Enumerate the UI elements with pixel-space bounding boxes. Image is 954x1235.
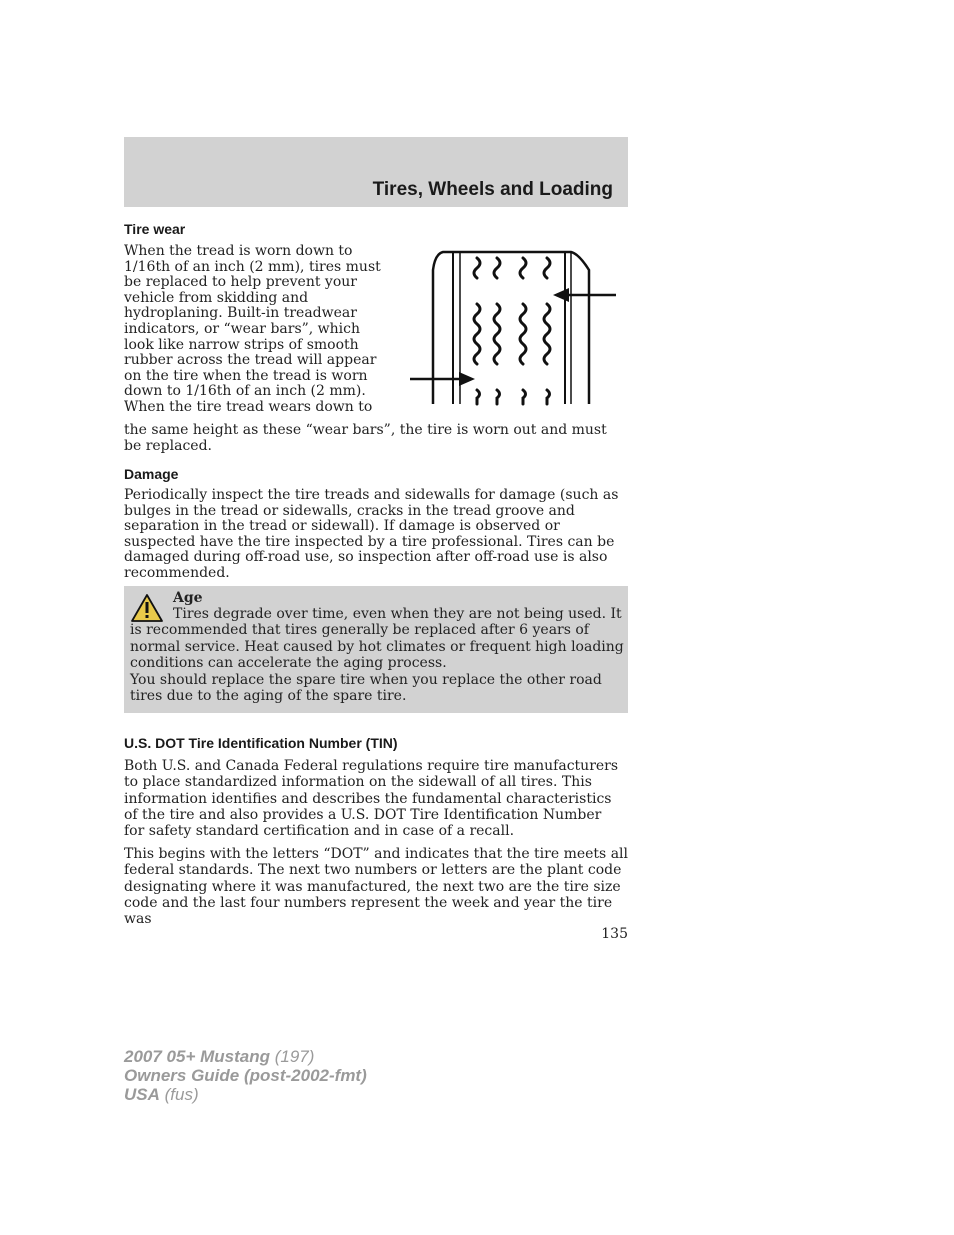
footer-guide: Owners Guide (post-2002-fmt) <box>124 1066 367 1085</box>
section-header-band <box>124 137 628 207</box>
footer-model-code: (197) <box>270 1047 315 1066</box>
tire-wear-text-continued: the same height as these “wear bars”, the tire is worn out and must be replaced. <box>124 422 607 454</box>
footer-model: 2007 05+ Mustang <box>124 1047 270 1066</box>
damage-text: Periodically inspect the tire treads and sidewalls for damage (such as bulges in the tread or sidewalls, cracks in the tread groove and separation in the tread or sidewall). If damage is observed or suspected have the tire inspected by a tire professional. Tires can be damaged during off-road use, so inspection after off-road use is also recommended. <box>124 487 619 581</box>
section-title: Tires, Wheels and Loading <box>372 179 613 200</box>
tire-wear-heading: Tire wear <box>124 221 186 237</box>
dot-tin-paragraph-2: This begins with the letters “DOT” and indicates that the tire meets all federal standards. The next two numbers or letters are the plant code designating where it was manufactured, the next two are the tire size code and the last four numbers represent the week and year the tire was <box>124 846 628 928</box>
footer-market: USA <box>124 1085 160 1104</box>
tire-wear-text: When the tread is worn down to 1/16th of an inch (2 mm), tires must be replaced to help prevent your vehicle from skidding and hydroplaning. Built-in treadwear indicators, or “wear bars”, which look like narrow strips of smooth rubber across the tread will appear on the tire when the tread is worn down to 1/16th of an inch (2 mm). When the tire tread wears down to <box>124 243 381 415</box>
warning-text-spare: You should replace the spare tire when you replace the other road tires due to the aging of the spare tire. <box>130 672 602 705</box>
tire-tread-wear-bars-illustration <box>405 248 620 408</box>
warning-text: Tires degrade over time, even when they are not being used. It is recommended that tires generally be replaced after 6 years of normal service. Heat caused by hot climates or frequent high loading conditions can accelerate the aging process. <box>130 606 624 672</box>
dot-tin-heading: U.S. DOT Tire Identification Number (TIN) <box>124 735 398 751</box>
dot-tin-paragraph-1: Both U.S. and Canada Federal regulations require tire manufacturers to place standardized information on the sidewall of all tires. This information identifies and describes the fundamental characteristics of the tire and also provides a U.S. DOT Tire Identification Number for safety standard certification and in case of a recall. <box>124 758 619 840</box>
footer-market-code: (fus) <box>159 1085 199 1104</box>
damage-heading: Damage <box>124 466 179 482</box>
page-number: 135 <box>601 926 628 942</box>
document-footer <box>124 1047 367 1104</box>
age-warning-box <box>124 586 628 713</box>
warning-heading: Age <box>173 590 203 606</box>
